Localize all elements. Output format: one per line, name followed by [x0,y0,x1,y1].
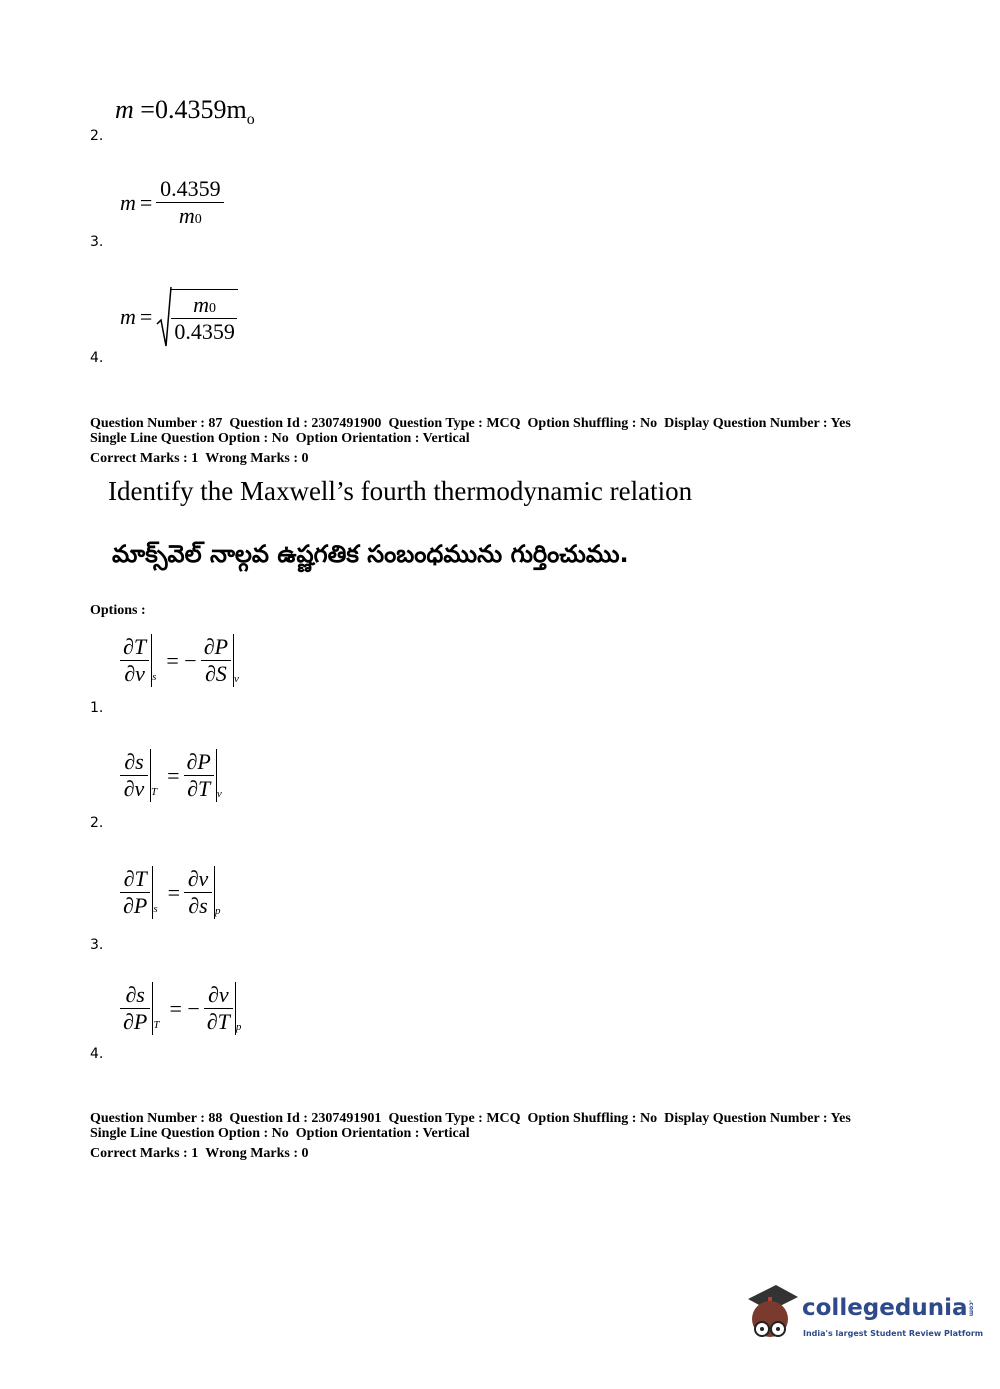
q88-meta-line2: Single Line Question Option : No Option Orientation : Vertical [90,1126,470,1141]
q87-option-2-formula: $\frac{\partial s}{\partial v}$ T = $\frac{\partial P}{\partial T}$ v [120,749,222,802]
q87-meta-line3: Correct Marks : 1 Wrong Marks : 0 [90,451,309,466]
q88-meta-line3: Correct Marks : 1 Wrong Marks : 0 [90,1146,309,1161]
derivative-right: $\frac{\partial v}{\partial s}$ [184,866,215,919]
prev-option-2-formula: $m =0.4359m_o$ [115,95,255,128]
derivative-left: $\frac{\partial s}{\partial v}$ [120,749,151,802]
q87-option-1-number: 1. [90,700,104,716]
prev-option-3-number: 3. [90,234,104,250]
q87-question-telugu: మాక్స్‌వెల్ నాల్గవ ఉష్ణగతిక సంబంధమును గుర్తించుము. [112,540,629,568]
q87-option-4-number: 4. [90,1046,104,1062]
q87-meta-line1: Question Number : 87 Question Id : 2307491900 Question Type : MCQ Option Shuffling : No Display Question Number : Yes [90,416,851,431]
derivative-right: $\frac{\partial P}{\partial T}$ [184,749,217,802]
derivative-left: $\frac{\partial T}{\partial P}$ [120,866,153,919]
q87-option-3-formula: $\frac{\partial T}{\partial P}$ s = $\frac{\partial v}{\partial s}$ p [120,866,221,919]
prev-option-4-number: 4. [90,350,104,366]
prev-option-4-formula: m = $\frac{m0}{0.4359}$ [120,286,238,348]
derivative-left: $\frac{\partial s}{\partial P}$ [120,982,153,1035]
collegedunia-logo: collegedunia.com India's largest Student Review Platform [740,1283,970,1353]
options-label: Options : [90,603,146,618]
q87-option-2-number: 2. [90,815,104,831]
q87-question-english: Identify the Maxwell’s fourth thermodynamic relation [108,476,693,506]
derivative-left: $\frac{\partial T}{\partial v}$ [120,634,152,687]
mascot-icon [740,1283,800,1345]
fraction: $\frac{0.4359}{m0}$ [156,176,224,229]
q87-option-1-formula: $\frac{\partial T}{\partial v}$ s = − $\frac{\partial P}{\partial S}$ v [120,634,239,687]
q87-option-3-number: 3. [90,937,104,953]
q87-meta-line2: Single Line Question Option : No Option Orientation : Vertical [90,431,470,446]
derivative-right: $\frac{\partial v}{\partial T}$ [204,982,236,1035]
derivative-right: $\frac{\partial P}{\partial S}$ [201,634,234,687]
sqrt-sign-icon [156,286,172,348]
prev-option-2-number: 2. [90,128,104,144]
q88-meta-line1: Question Number : 88 Question Id : 2307491901 Question Type : MCQ Option Shuffling : No Display Question Number : Yes [90,1111,851,1126]
q87-option-4-formula: $\frac{\partial s}{\partial P}$ T = − $\frac{\partial v}{\partial T}$ p [120,982,241,1035]
prev-option-3-formula: m = $\frac{0.4359}{m0}$ [120,176,224,229]
